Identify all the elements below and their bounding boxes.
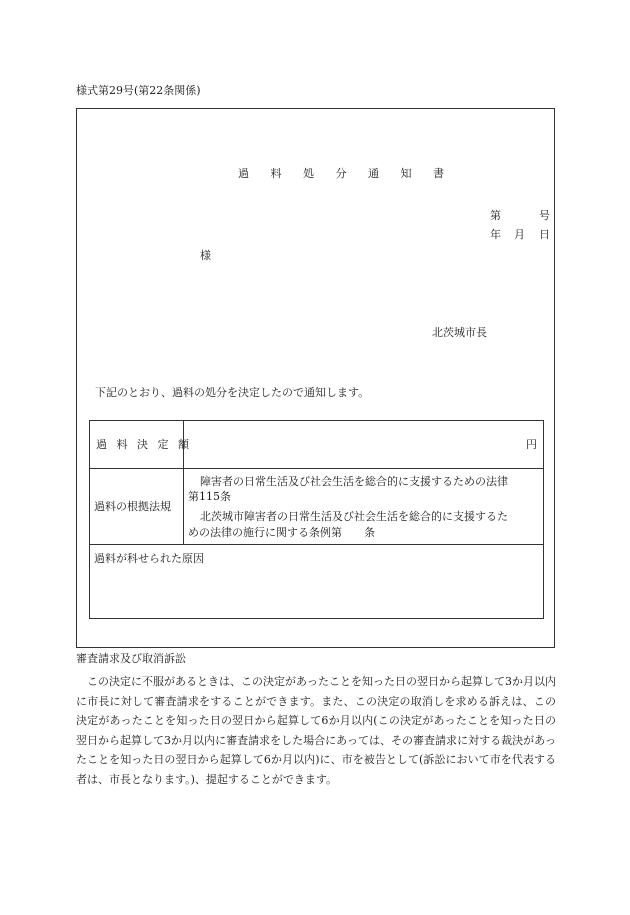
issuer: 北茨城市長: [432, 326, 487, 339]
law-1-line2: 第115条: [188, 490, 231, 503]
form-number: 様式第29号(第22条関係): [76, 84, 201, 97]
doc-number-suffix: 号: [539, 209, 550, 222]
fine-table: [89, 420, 544, 619]
notice-body: [76, 672, 556, 790]
law-1-line1: 障害者の日常生活及び社会生活を総合的に支援するための法律: [200, 475, 508, 488]
table-row-divider: [90, 544, 543, 545]
document-title: 過 料 処 分 通 知 書: [238, 167, 453, 180]
intro-text: 下記のとおり、過料の処分を決定したので通知します。: [95, 386, 370, 399]
law-2-line1: 北茨城市障害者の日常生活及び社会生活を総合的に支援するた: [200, 510, 508, 523]
date-year: 年: [490, 228, 501, 241]
date-day: 日: [539, 228, 550, 241]
notice-body-text: この決定に不服があるときは、この決定があったことを知った日の翌日から起算して3か月以内に市長に対して審査請求をすることができます。また、この決定の取消しを求める訴えは、この決定があったことを知った日の翌日から起算して6か月以内(この決定があったことを知った日の翌日から起算して3か月以内に審査請求をした場合にあっては、その審査請求に対する裁決があったことを知った日の翌日から起算して6か月以内)に、市を被告として(訴訟において市を代表する者は、市長となります。)、提起することができます。: [76, 675, 556, 786]
law-2-line2: めの法律の施行に関する条例第 条: [188, 526, 375, 539]
fine-amount-unit: 円: [526, 438, 537, 451]
cause-label: 過料が科せられた原因: [94, 552, 204, 565]
recipient-suffix: 様: [200, 249, 211, 262]
legal-basis-label: 過料の根拠法規: [94, 500, 171, 513]
table-row-divider: [90, 468, 543, 469]
date-month: 月: [514, 228, 525, 241]
notice-heading: 審査請求及び取消訴訟: [76, 652, 186, 665]
fine-amount-label: 過 料 決 定 額: [96, 438, 192, 451]
doc-number-prefix: 第: [490, 209, 501, 222]
